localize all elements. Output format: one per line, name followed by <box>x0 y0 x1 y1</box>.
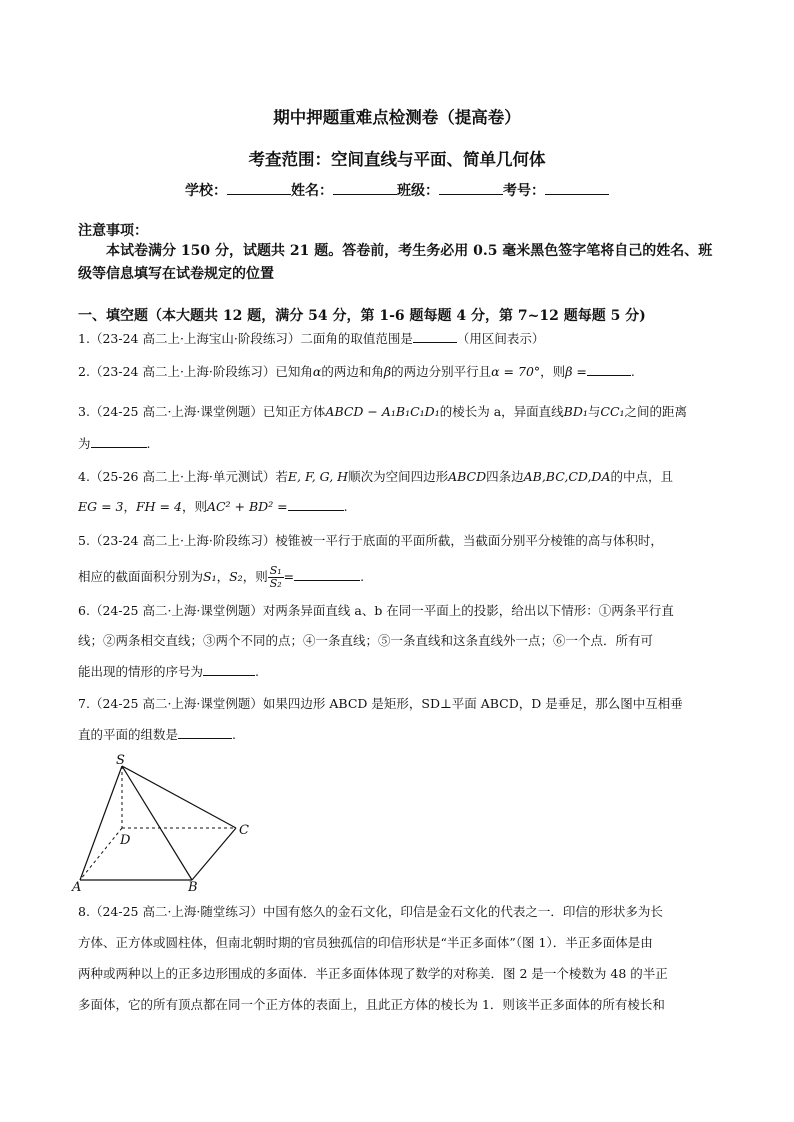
number-label: 考号： <box>503 183 545 199</box>
math-expression: ABCD <box>448 469 487 484</box>
question-7 <box>78 690 720 718</box>
student-info-line <box>0 180 794 200</box>
question-text: 方体、正方体或圆柱体，但南北朝时期的官员独孤信的印信形状是“半正多面体”（图 1）．半正多面体是由 <box>78 935 653 950</box>
question-text: 相应的截面面积分别为 <box>78 569 204 584</box>
question-text: 若 <box>275 469 288 484</box>
edge-sa <box>80 766 122 880</box>
question-text: ，则 <box>540 364 566 379</box>
question-source: （24-25 高二·上海·课堂例题） <box>89 404 263 419</box>
edge-sb <box>122 766 192 880</box>
question-text: 的棱长为 a，异面直线 <box>439 404 564 419</box>
exam-scope: 考查范围：空间直线与平面、简单几何体 <box>248 150 546 169</box>
question-text: 中国有悠久的金石文化，印信是金石文化的代表之一．印信的形状多为长 <box>262 904 663 919</box>
question-text: 能出现的情形的序号为 <box>78 664 204 679</box>
question-text: 如果四边形 ABCD 是矩形，SD⊥平面 ABCD，D 是垂足，那么图中互相垂 <box>262 696 683 711</box>
math-expression: AB,BC,CD,DA <box>523 469 611 484</box>
question-text: ，则 <box>242 569 268 584</box>
fraction-numerator: S₁ <box>269 564 282 577</box>
math-expression: BD₁ <box>563 404 588 419</box>
question-text: 直的平面的组数是 <box>78 727 179 742</box>
question-end: . <box>255 664 259 679</box>
question-6 <box>78 597 720 625</box>
question-text: ， <box>216 569 230 584</box>
class-blank[interactable] <box>439 181 503 195</box>
label-s: S <box>116 753 125 768</box>
question-6-line-3 <box>78 658 720 686</box>
fraction-denominator: S₂ <box>269 577 282 590</box>
question-text: 为 <box>78 436 91 451</box>
math-expression: AC² + BD² = <box>206 499 288 514</box>
question-number: 8. <box>78 904 90 919</box>
label-a: A <box>72 880 82 892</box>
question-number: 6. <box>78 603 90 618</box>
question-source: （23-24 高二上·上海·阶段练习） <box>89 364 276 379</box>
name-label: 姓名： <box>291 183 333 199</box>
question-number: 3. <box>78 404 90 419</box>
question-end: . <box>360 569 365 584</box>
question-3-line-2 <box>78 430 720 458</box>
question-source: （24-25 高二·上海·课堂例题） <box>89 603 263 618</box>
math-expression: EG = 3 <box>78 499 124 514</box>
question-8-line-4 <box>78 991 720 1019</box>
label-c: C <box>239 823 249 838</box>
question-4 <box>78 463 720 491</box>
notice-heading: 注意事项： <box>78 223 148 239</box>
question-6-line-2 <box>78 627 720 655</box>
fraction <box>268 565 284 590</box>
class-label: 班级： <box>397 183 439 199</box>
section-title: 一、填空题（本大题共 12 题，满分 54 分，第 1-6 题每题 4 分，第 7~12 题每题 5 分) <box>78 308 646 324</box>
math-expression: E, F, G, H <box>287 469 349 484</box>
answer-blank[interactable] <box>294 568 360 581</box>
question-number: 5. <box>78 533 90 548</box>
question-number: 2. <box>78 364 90 379</box>
question-text: ，则 <box>181 499 207 514</box>
question-5-line-2 <box>78 560 720 594</box>
question-4-line-2 <box>78 493 720 521</box>
question-text: 已知角 <box>275 364 313 379</box>
question-2 <box>78 358 720 386</box>
question-end: . <box>343 499 348 514</box>
question-end: . <box>630 364 635 379</box>
edge-da-hidden <box>80 828 122 880</box>
question-text: 已知正方体 <box>262 404 326 419</box>
answer-blank[interactable] <box>203 663 255 676</box>
label-d: D <box>120 833 131 848</box>
question-text: 与 <box>587 404 601 419</box>
question-text: 之间的距离 <box>624 404 688 419</box>
question-text: ， <box>123 499 136 514</box>
question-text: 棱锥被一平行于底面的平面所截，当截面分别平分棱锥的高与体积时， <box>275 533 663 548</box>
question-5 <box>78 527 720 555</box>
name-blank[interactable] <box>333 181 397 195</box>
edge-bc <box>192 828 236 880</box>
question-8-line-2 <box>78 929 720 957</box>
question-end: . <box>146 436 151 451</box>
pyramid-figure <box>68 752 268 892</box>
question-text: 二面角的取值范围是 <box>300 331 413 346</box>
question-source: （23-24 高二上·上海·阶段练习） <box>89 533 276 548</box>
question-text: 四条边 <box>486 469 524 484</box>
question-text: 对两条异面直线 a、b 在同一平面上的投影，给出以下情形：①两条平行直 <box>262 603 674 618</box>
edge-sc <box>122 766 236 828</box>
question-text: 两种或两种以上的正多边形围成的多面体．半正多面体体现了数学的对称美．图 2 是一个棱数为 48 的半正 <box>78 966 668 981</box>
number-blank[interactable] <box>545 181 609 195</box>
question-source: （25-26 高二上·上海·单元测试） <box>89 469 276 484</box>
answer-blank[interactable] <box>413 330 457 343</box>
question-text: 线；②两条相交直线；③两个不同的点；④一条直线；⑤一条直线和这条直线外一点；⑥一个点．所有可 <box>78 633 654 648</box>
question-text: 的两边分别平行且 <box>391 364 492 379</box>
question-number: 1. <box>78 331 90 346</box>
alpha-symbol: α <box>312 364 322 379</box>
exam-title: 期中押题重难点检测卷（提高卷） <box>273 108 521 127</box>
question-3 <box>78 398 720 426</box>
math-expression: ABCD − A₁B₁C₁D₁ <box>325 404 440 419</box>
question-text: 顺次为空间四边形 <box>348 469 449 484</box>
answer-blank[interactable] <box>178 726 232 739</box>
math-expression: S₂ <box>229 569 243 584</box>
question-text: 的中点，且 <box>610 469 673 484</box>
answer-blank[interactable] <box>288 498 344 511</box>
question-end: . <box>232 727 236 742</box>
question-tail: （用区间表示） <box>456 331 545 346</box>
question-8-line-3 <box>78 960 720 988</box>
question-source: （23-24 高二上·上海宝山·阶段练习） <box>89 331 301 346</box>
answer-blank[interactable] <box>91 435 147 448</box>
question-1 <box>78 325 720 353</box>
question-source: （24-25 高二·上海·课堂例题） <box>89 696 263 711</box>
math-expression: FH = 4 <box>136 499 182 514</box>
math-expression: S₁ <box>203 569 217 584</box>
school-label: 学校： <box>185 183 227 199</box>
question-text: 多面体，它的所有顶点都在同一个正方体的表面上，且此正方体的棱长为 1．则该半正多面体的所有棱长和 <box>78 997 665 1012</box>
math-expression: = <box>283 569 295 584</box>
question-7-line-2 <box>78 721 720 749</box>
question-number: 4. <box>78 469 90 484</box>
notice-body: 本试卷满分 150 分，试题共 21 题。答卷前，考生务必用 0.5 毫米黑色签字笔将自己的姓名、班级等信息填写在试卷规定的位置 <box>78 243 713 282</box>
math-expression: α = 70° <box>491 364 541 379</box>
answer-blank[interactable] <box>587 363 631 376</box>
label-b: B <box>188 880 198 892</box>
question-number: 7. <box>78 696 90 711</box>
school-blank[interactable] <box>227 181 291 195</box>
beta-symbol: β <box>383 364 392 379</box>
question-text: 的两边和角 <box>321 364 384 379</box>
question-source: （24-25 高二·上海·随堂练习） <box>89 904 263 919</box>
question-8 <box>78 898 720 926</box>
math-expression: β = <box>565 364 587 379</box>
math-expression: CC₁ <box>600 404 625 419</box>
